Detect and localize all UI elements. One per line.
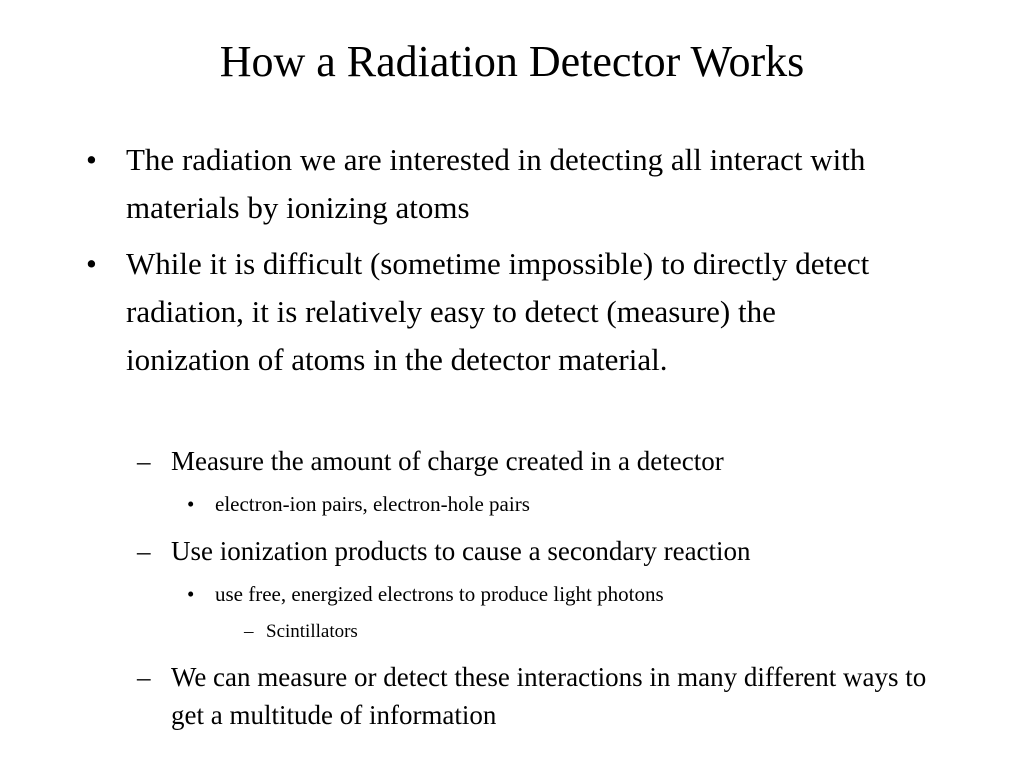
bullet-item	[86, 240, 906, 384]
sub-bullet-item	[137, 442, 931, 480]
dash-marker: –	[137, 536, 151, 566]
sub-bullet-item	[137, 658, 931, 734]
bullet-marker: •	[86, 246, 97, 281]
dash-marker: –	[137, 662, 151, 692]
slide-title: How a Radiation Detector Works	[219, 37, 805, 86]
sub-bullet-item	[137, 532, 931, 570]
bullet-text: The radiation we are interested in detecting all interact with materials by ionizing atoms	[126, 142, 866, 225]
bullet-marker: •	[86, 142, 97, 177]
dash-marker: –	[244, 621, 254, 642]
bullet-marker: •	[187, 492, 195, 516]
bullet-text: While it is difficult (sometime impossible) to directly detect radiation, it is relatively easy to detect (measure) the ionization of atoms in the detector material.	[126, 246, 870, 377]
sub-sub-bullet-text: use free, energized electrons to produce light photons	[215, 582, 664, 606]
sub-bullet-text: Measure the amount of charge created in a detector	[171, 446, 724, 476]
bullet-item	[86, 136, 906, 232]
dash-marker: –	[137, 446, 151, 476]
sub-bullet-text: Use ionization products to cause a secondary reaction	[171, 536, 751, 566]
sub-sub-bullet-item	[187, 490, 915, 518]
level4-text: Scintillators	[266, 621, 358, 642]
sub-bullet-text: We can measure or detect these interactions in many different ways to get a multitude of information	[171, 662, 927, 730]
bullet-marker: •	[187, 582, 195, 606]
sub-sub-bullet-text: electron-ion pairs, electron-hole pairs	[215, 492, 530, 516]
sub-sub-bullet-item	[187, 580, 915, 608]
level4-item	[244, 619, 866, 645]
